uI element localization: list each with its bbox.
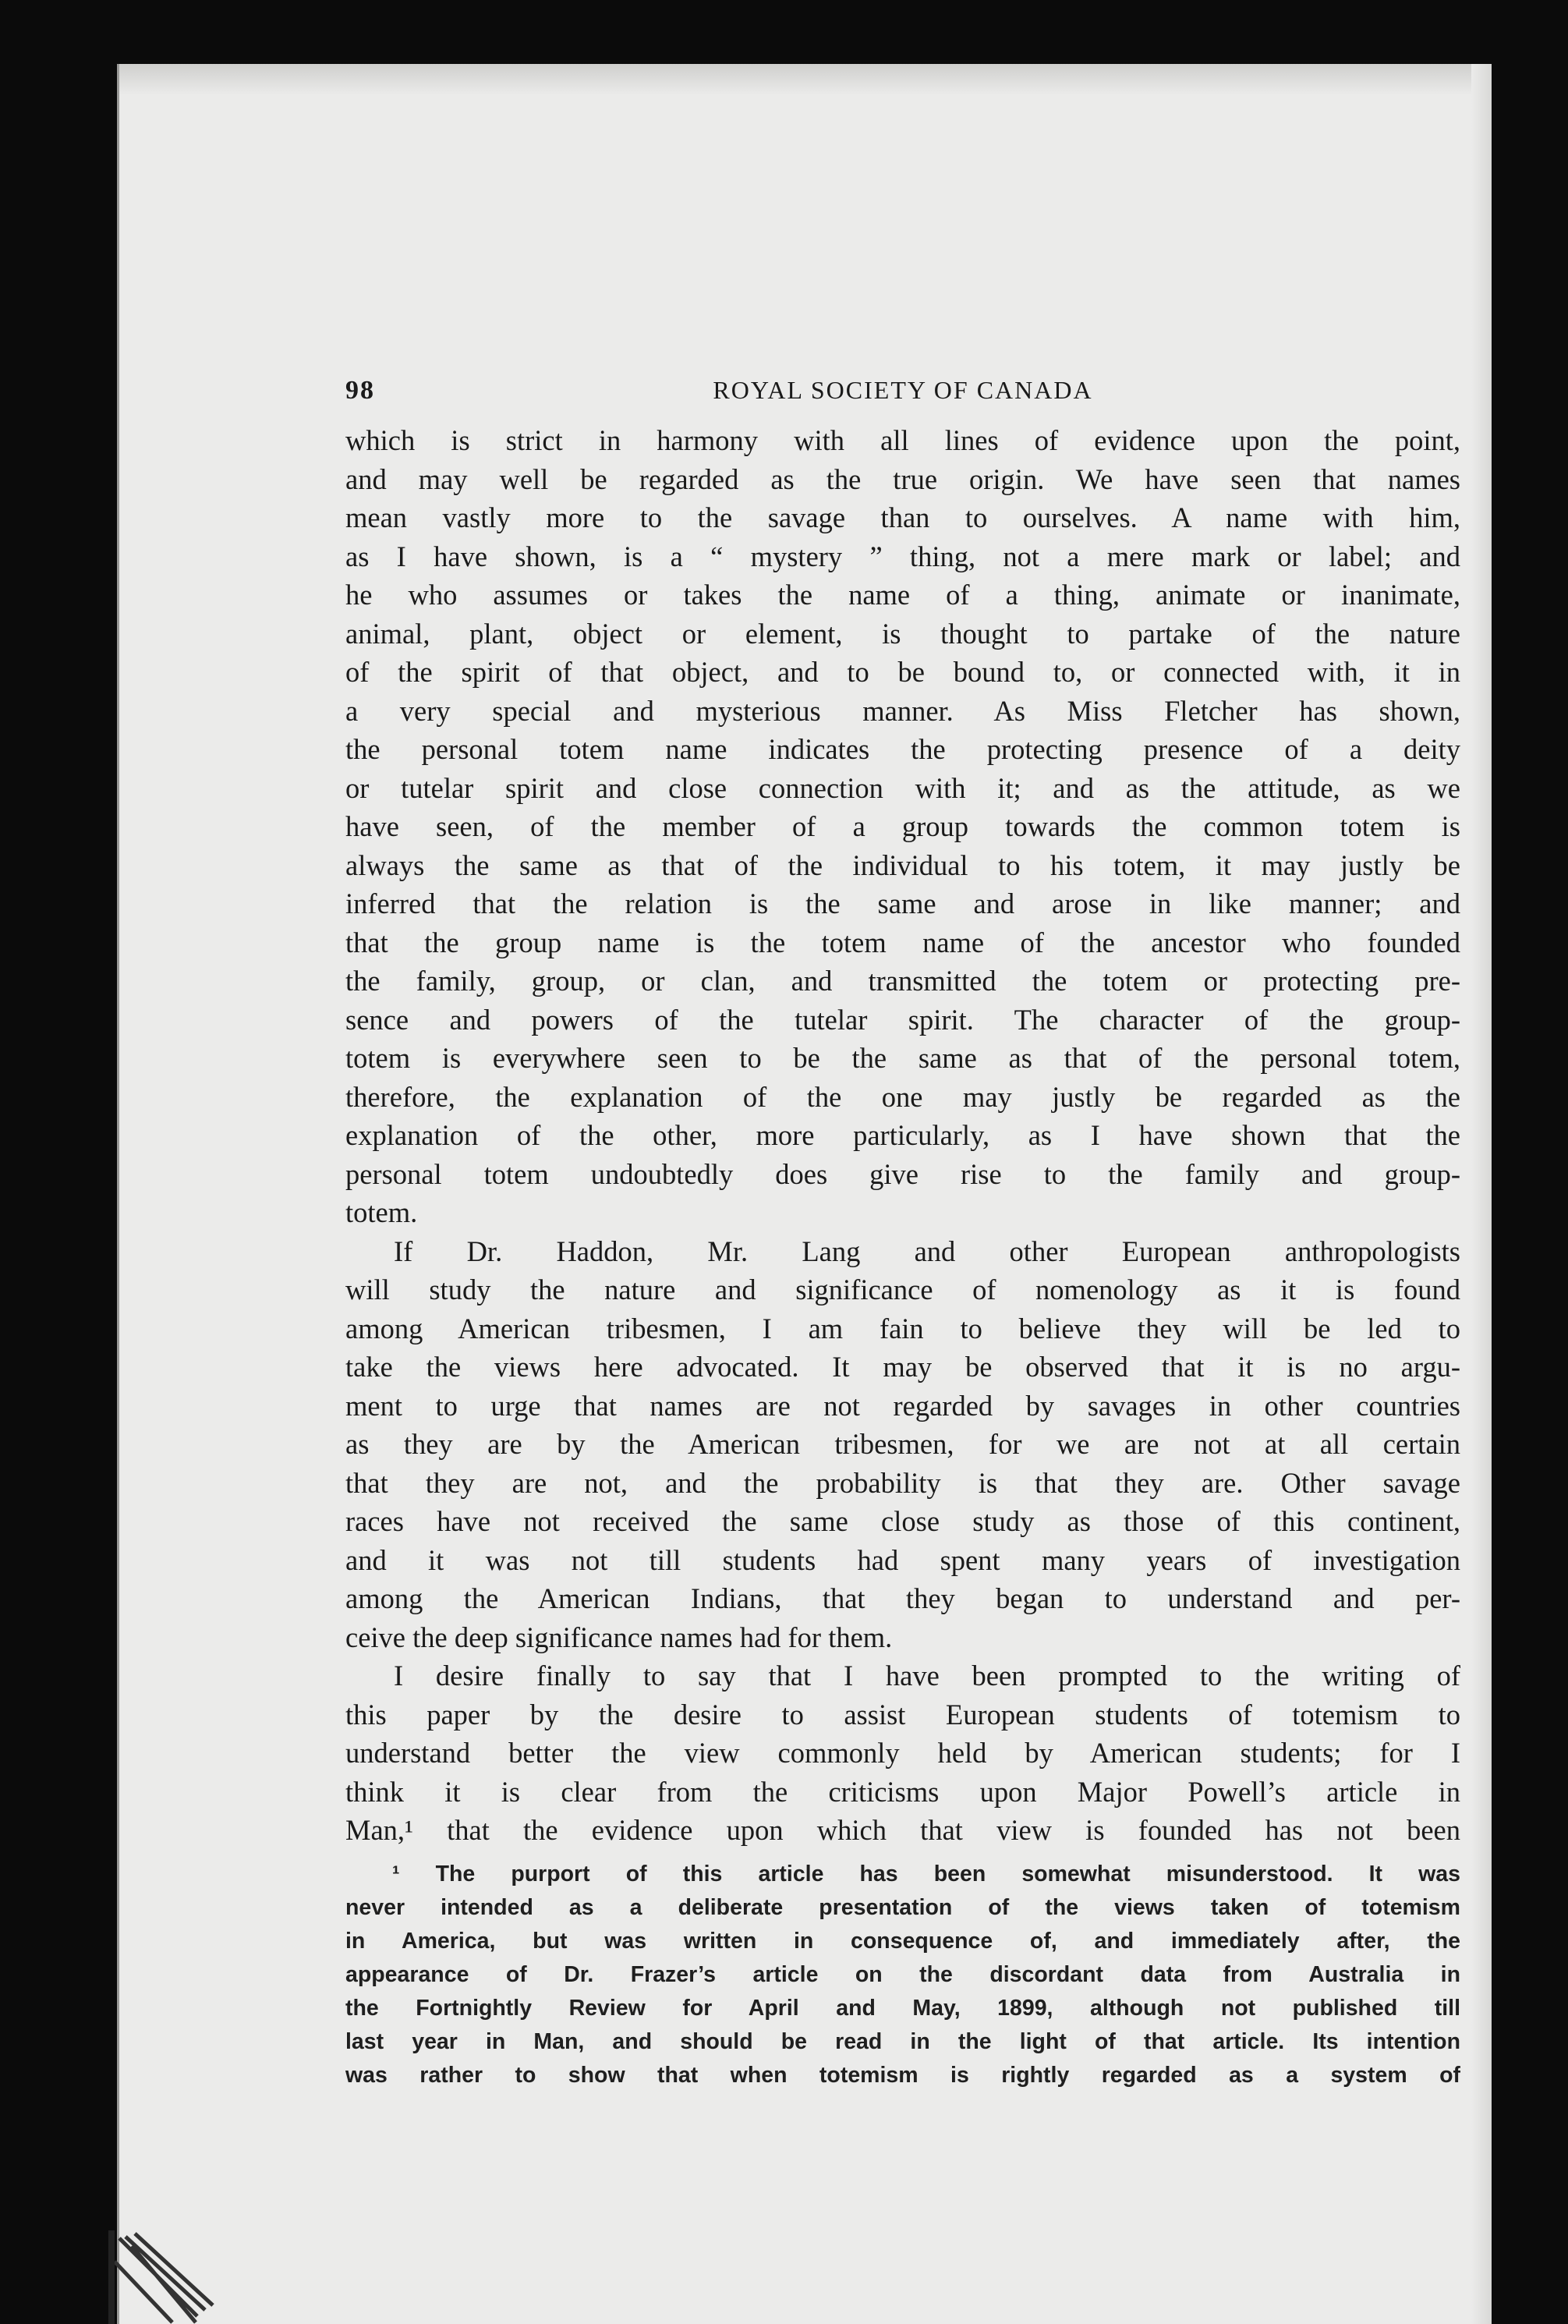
body-line: therefore, the explanation of the one may justly be regarded as the [345, 1080, 1460, 1113]
page-number: 98 [345, 376, 375, 405]
body-line: ment to urge that names are not regarded by savages in other countries [345, 1389, 1460, 1422]
running-head [345, 376, 1460, 421]
body-line: among the American Indians, that they began to understand and per- [345, 1582, 1460, 1614]
footnote-line: the Fortnightly Review for April and May, 1899, although not published till [345, 1995, 1460, 2021]
page-right-shadow [1471, 64, 1492, 2324]
body-line: as I have shown, is a “ mystery ” thing, not a mere mark or label; and [345, 540, 1460, 572]
body-line: which is strict in harmony with all lines of evidence upon the point, [345, 424, 1460, 456]
body-line: If Dr. Haddon, Mr. Lang and other European anthropologists [394, 1235, 1460, 1267]
body-line: sence and powers of the tutelar spirit. The character of the group- [345, 1003, 1460, 1036]
footnote-line: last year in Man, and should be read in the light of that article. Its intention [345, 2028, 1460, 2054]
body-line: think it is clear from the criticisms upon Major Powell’s article in [345, 1775, 1460, 1808]
body-line: that they are not, and the probability is that they are. Other savage [345, 1466, 1460, 1499]
body-line: inferred that the relation is the same and arose in like manner; and [345, 887, 1460, 919]
body-line: the family, group, or clan, and transmitted the totem or protecting pre- [345, 965, 1460, 997]
footnote-line: in America, but was written in consequence of, and immediately after, the [345, 1928, 1460, 1954]
body-line: animal, plant, object or element, is thought to partake of the nature [345, 617, 1460, 650]
page-top-shadow [119, 64, 1492, 95]
body-line: Man,¹ that the evidence upon which that view is founded has not been [345, 1814, 1460, 1846]
body-line: as they are by the American tribesmen, for we are not at all certain [345, 1428, 1460, 1460]
body-line: take the views here advocated. It may be observed that it is no argu- [345, 1351, 1460, 1383]
body-line: among American tribesmen, I am fain to believe they will be led to [345, 1312, 1460, 1344]
footnote-line: appearance of Dr. Frazer’s article on the discordant data from Australia in [345, 1961, 1460, 1987]
body-line: I desire finally to say that I have been prompted to the writing of [394, 1660, 1460, 1692]
body-line: ceive the deep significance names had for them. [345, 1621, 893, 1653]
body-text [345, 421, 1460, 1850]
body-line: always the same as that of the individual to his totem, it may justly be [345, 848, 1460, 881]
body-line: races have not received the same close study as those of this continent, [345, 1505, 1460, 1537]
body-line: or tutelar spirit and close connection with it; and as the attitude, as we [345, 771, 1460, 804]
binding-corner-mark [104, 2230, 221, 2324]
footnote-line: never intended as a deliberate presentation of the views taken of totemism [345, 1894, 1460, 1920]
body-line: a very special and mysterious manner. As Miss Fletcher has shown, [345, 694, 1460, 727]
body-line: this paper by the desire to assist European students of totemism to [345, 1698, 1460, 1731]
book-page [117, 64, 1492, 2324]
body-line: the personal totem name indicates the protecting presence of a deity [345, 733, 1460, 765]
body-line: will study the nature and significance of nomenology as it is found [345, 1274, 1460, 1305]
text-block [345, 376, 1460, 2092]
running-title: ROYAL SOCIETY OF CANADA [713, 376, 1093, 404]
body-line: totem. [345, 1196, 418, 1228]
body-line: totem is everywhere seen to be the same as that of the personal totem, [345, 1042, 1460, 1074]
footnote-line: ¹ The purport of this article has been somewhat misunderstood. It was [392, 1861, 1460, 1886]
body-line: personal totem undoubtedly does give rise to the family and group- [345, 1157, 1460, 1190]
body-line: explanation of the other, more particularly, as I have shown that the [345, 1119, 1460, 1151]
body-line: and may well be regarded as the true origin. We have seen that names [345, 462, 1460, 495]
footnote-line: was rather to show that when totemism is rightly regarded as a system of [345, 2062, 1460, 2088]
body-line: of the spirit of that object, and to be bound to, or connected with, it in [345, 656, 1460, 688]
footnotes [345, 1858, 1460, 2092]
body-line: that the group name is the totem name of the ancestor who founded [345, 926, 1460, 958]
body-line: and it was not till students had spent many years of investigation [345, 1543, 1460, 1576]
body-line: have seen, of the member of a group towards the common totem is [345, 810, 1460, 842]
body-line: mean vastly more to the savage than to ourselves. A name with him, [345, 501, 1460, 533]
body-line: he who assumes or takes the name of a thing, animate or inanimate, [345, 579, 1460, 611]
body-line: understand better the view commonly held by American students; for I [345, 1737, 1460, 1769]
